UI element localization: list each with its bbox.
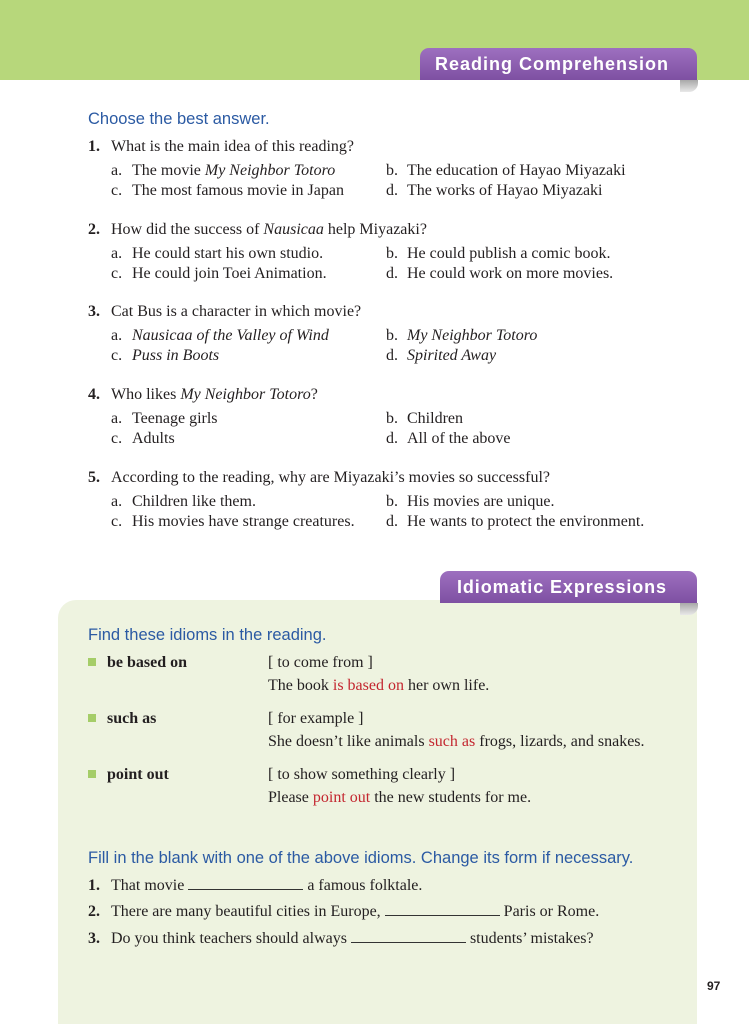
option-text: Children like them.: [132, 493, 256, 510]
option-c: [111, 512, 386, 532]
option-text: He could join Toei Animation.: [132, 264, 327, 282]
question-text: Who likes: [111, 386, 181, 403]
example-text: The book: [268, 677, 333, 694]
option-d: [386, 346, 688, 366]
fill-in-item-1: [88, 875, 688, 896]
page-number: 97: [707, 979, 721, 993]
option-letter: d.: [386, 512, 398, 530]
idioms-instruction: Find these idioms in the reading.: [88, 626, 327, 644]
idiom-example: [268, 786, 531, 809]
option-c: [111, 346, 386, 366]
idiom-item-point-out: [88, 763, 688, 809]
answer-blank: [351, 928, 466, 943]
option-letter: c.: [111, 512, 123, 530]
options-grid: [111, 244, 688, 283]
question-number: 1.: [88, 138, 100, 155]
square-bullet-icon: [88, 658, 96, 666]
question-text: How did the success of: [111, 221, 264, 238]
option-letter: b.: [386, 245, 398, 262]
option-a: [111, 244, 386, 264]
answer-blank: [385, 901, 500, 916]
fill-in-number: 2.: [88, 903, 100, 920]
option-text: Children: [407, 410, 463, 427]
options-grid: [111, 161, 688, 200]
idiom-definition: [ to come from ]: [268, 654, 373, 671]
square-bullet-icon: [88, 714, 96, 722]
option-b: [386, 326, 688, 346]
option-letter: a.: [111, 245, 123, 262]
option-title-italic: Nausicaa of the Valley of Wind: [132, 327, 329, 344]
option-letter: c.: [111, 346, 123, 364]
option-text: His movies are unique.: [407, 493, 555, 510]
option-text: All of the above: [407, 429, 511, 447]
question-title-italic: Nausicaa: [263, 221, 324, 238]
question-text: What is the main idea of this reading?: [111, 138, 355, 155]
options-grid: [111, 409, 688, 448]
idiom-definition: [ for example ]: [268, 710, 364, 727]
question-text: According to the reading, why are Miyazaki’s movies so successful?: [111, 469, 550, 486]
example-text: She doesn’t like animals: [268, 733, 429, 750]
option-title-italic: My Neighbor Totoro: [407, 327, 538, 344]
option-text: Teenage girls: [132, 410, 218, 427]
option-letter: c.: [111, 429, 123, 447]
option-text: He could work on more movies.: [407, 264, 614, 282]
option-b: [386, 409, 688, 429]
question-line: [88, 220, 688, 240]
question-2: [88, 220, 688, 283]
option-text: He could start his own studio.: [132, 245, 324, 262]
idiom-example: [268, 730, 645, 753]
fill-in-text: There are many beautiful cities in Europe,: [111, 903, 385, 920]
option-a: [111, 409, 386, 429]
option-a: [111, 492, 386, 512]
option-a: [111, 161, 386, 181]
option-d: [386, 429, 688, 449]
question-number: 3.: [88, 303, 100, 320]
fill-in-item-3: [88, 928, 688, 949]
fill-in-text-end: a famous folktale.: [303, 877, 423, 894]
idiom-term: point out: [107, 766, 169, 783]
fill-in-item-2: [88, 901, 688, 922]
question-text-end: ?: [310, 386, 318, 403]
option-letter: a.: [111, 493, 123, 510]
fill-in-text: Do you think teachers should always: [111, 930, 351, 947]
option-title-italic: Puss in Boots: [132, 346, 220, 364]
question-line: [88, 137, 688, 157]
tab-fold-shadow: [680, 80, 698, 92]
idiomatic-expressions-tab: Idiomatic Expressions: [440, 571, 697, 603]
idiom-term: such as: [107, 710, 157, 727]
question-3: [88, 302, 688, 365]
option-letter: a.: [111, 162, 123, 179]
question-line: [88, 468, 688, 488]
idiom-item-such-as: [88, 707, 688, 753]
option-text: The movie: [132, 162, 205, 179]
idiom-example: [268, 674, 489, 697]
option-text: The most famous movie in Japan: [132, 181, 344, 199]
fill-in-instruction: Fill in the blank with one of the above idioms. Change its form if necessary.: [88, 849, 634, 867]
option-letter: c.: [111, 264, 123, 282]
example-highlight: is based on: [332, 677, 404, 694]
fill-in-text-end: Paris or Rome.: [499, 903, 600, 920]
example-text-end: her own life.: [403, 677, 490, 694]
option-d: [386, 264, 688, 284]
question-line: [88, 385, 688, 405]
option-letter: d.: [386, 429, 398, 447]
example-highlight: such as: [428, 733, 476, 750]
option-text: He wants to protect the environment.: [407, 512, 645, 530]
option-d: [386, 181, 688, 201]
options-grid: [111, 492, 688, 531]
question-4: [88, 385, 688, 448]
option-c: [111, 264, 386, 284]
option-b: [386, 492, 688, 512]
option-d: [386, 512, 688, 532]
idiom-item-be-based-on: [88, 651, 688, 697]
example-highlight: point out: [312, 789, 371, 806]
option-letter: c.: [111, 181, 123, 199]
option-b: [386, 244, 688, 264]
question-number: 4.: [88, 386, 100, 403]
option-letter: a.: [111, 327, 123, 344]
option-title-italic: Spirited Away: [407, 346, 497, 364]
option-text: Adults: [132, 429, 175, 447]
idiom-definition: [ to show something clearly ]: [268, 766, 456, 783]
option-letter: b.: [386, 162, 398, 179]
option-letter: d.: [386, 264, 398, 282]
question-text-end: help Miyazaki?: [323, 221, 427, 238]
question-number: 2.: [88, 221, 100, 238]
option-a: [111, 326, 386, 346]
question-1: [88, 137, 688, 200]
fill-in-text: That movie: [111, 877, 189, 894]
option-text: The education of Hayao Miyazaki: [407, 162, 626, 179]
option-letter: a.: [111, 410, 123, 427]
answer-blank: [188, 875, 303, 890]
option-text: The works of Hayao Miyazaki: [407, 181, 603, 199]
question-title-italic: My Neighbor Totoro: [180, 386, 311, 403]
option-c: [111, 429, 386, 449]
option-text: He could publish a comic book.: [407, 245, 611, 262]
comprehension-instruction: Choose the best answer.: [88, 110, 270, 128]
square-bullet-icon: [88, 770, 96, 778]
fill-in-number: 3.: [88, 930, 100, 947]
idiom-term: be based on: [107, 654, 188, 671]
question-line: [88, 302, 688, 322]
option-b: [386, 161, 688, 181]
example-text-end: frogs, lizards, and snakes.: [475, 733, 645, 750]
option-title-italic: My Neighbor Totoro: [204, 162, 336, 179]
option-letter: d.: [386, 181, 398, 199]
question-5: [88, 468, 688, 531]
option-letter: b.: [386, 493, 398, 510]
option-letter: d.: [386, 346, 398, 364]
option-letter: b.: [386, 410, 398, 427]
example-text: Please: [268, 789, 313, 806]
fill-in-number: 1.: [88, 877, 100, 894]
options-grid: [111, 326, 688, 365]
example-text-end: the new students for me.: [370, 789, 532, 806]
fill-in-text-end: students’ mistakes?: [465, 930, 594, 947]
option-text: His movies have strange creatures.: [132, 512, 355, 530]
reading-comprehension-tab: Reading Comprehension: [420, 48, 697, 80]
option-letter: b.: [386, 327, 398, 344]
option-c: [111, 181, 386, 201]
question-number: 5.: [88, 469, 100, 486]
question-text: Cat Bus is a character in which movie?: [111, 303, 362, 320]
